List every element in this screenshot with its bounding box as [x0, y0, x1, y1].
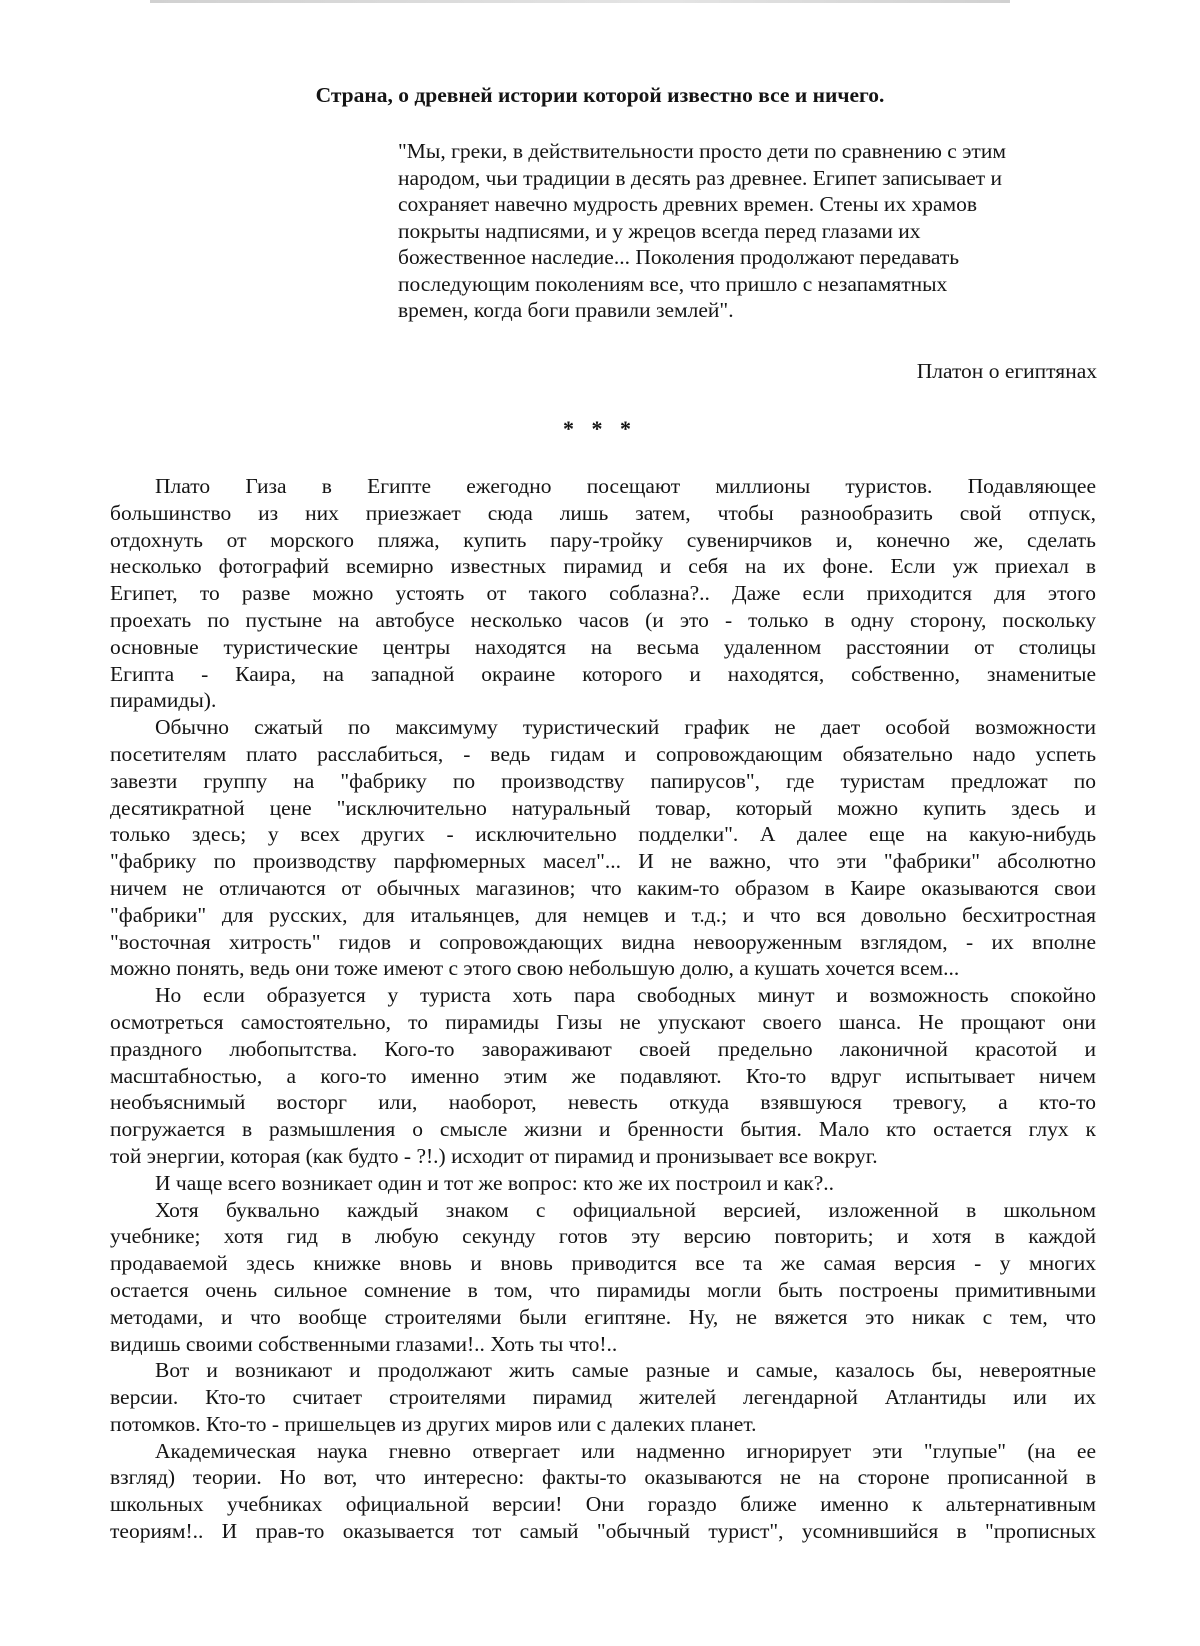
- page-title: Страна, о древней истории которой известно все и ничего.: [110, 82, 1090, 108]
- text-line: Обычно сжатый по максимуму туристический график не дает особой возможности: [110, 714, 1096, 741]
- text-line: пирамиды).: [110, 687, 1096, 714]
- epigraph-line: народом, чьи традиции в десять раз древнее. Египет записывает и: [398, 165, 1098, 192]
- text-line: видишь своими собственными глазами!.. Хоть ты что!..: [110, 1331, 1096, 1358]
- text-line: "фабрику по производству парфюмерных масел"... И не важно, что эти "фабрики" абсолютно: [110, 848, 1096, 875]
- text-line: Плато Гиза в Египте ежегодно посещают миллионы туристов. Подавляющее: [110, 473, 1096, 500]
- text-line: основные туристические центры находятся на весьма удаленном расстоянии от столицы: [110, 634, 1096, 661]
- epigraph-line: божественное наследие... Поколения продолжают передавать: [398, 244, 1098, 271]
- text-line: отдохнуть от морского пляжа, купить пару-тройку сувенирчиков и, конечно же, сделать: [110, 527, 1096, 554]
- text-line: Вот и возникают и продолжают жить самые разные и самые, казалось бы, невероятные: [110, 1357, 1096, 1384]
- text-line: ничем не отличаются от обычных магазинов; что каким-то образом в Каире оказываются свои: [110, 875, 1096, 902]
- epigraph-line: последующим поколениям все, что пришло с незапамятных: [398, 271, 1098, 298]
- paragraph: [110, 1357, 1096, 1437]
- text-line: теориям!.. И прав-то оказывается тот самый "обычный турист", усомнившийся в "прописных: [110, 1518, 1096, 1545]
- text-line: только здесь; у всех других - исключительно подделки". А далее еще на какую-нибудь: [110, 821, 1096, 848]
- text-line: продаваемой здесь книжке вновь и вновь приводится все та же самая версия - у многих: [110, 1250, 1096, 1277]
- top-rule: [150, 0, 1010, 3]
- paragraph: [110, 1438, 1096, 1545]
- text-line: десятикратной цене "исключительно натуральный товар, который можно купить здесь и: [110, 795, 1096, 822]
- text-line: "восточная хитрость" гидов и сопровождающих видна невооруженным взглядом, - их вполне: [110, 929, 1096, 956]
- text-line: масштабностью, а кого-то именно этим же подавляют. Кто-то вдруг испытывает ничем: [110, 1063, 1096, 1090]
- text-line: школьных учебниках официальной версии! Они гораздо ближе именно к альтернативным: [110, 1491, 1096, 1518]
- text-line: учебнике; хотя гид в любую секунду готов эту версию повторить; и хотя в каждой: [110, 1223, 1096, 1250]
- text-line: потомков. Кто-то - пришельцев из других миров или с далеких планет.: [110, 1411, 1096, 1438]
- paragraph: [110, 1197, 1096, 1358]
- paragraph: [110, 714, 1096, 982]
- text-line: погружается в размышления о смысле жизни и бренности бытия. Мало кто остается глух к: [110, 1116, 1096, 1143]
- text-line: Академическая наука гневно отвергает или надменно игнорирует эти "глупые" (на ее: [110, 1438, 1096, 1465]
- text-line: праздного любопытства. Кого-то завораживают своей предельно лаконичной красотой и: [110, 1036, 1096, 1063]
- text-line: Египта - Каира, на западной окраине которого и находятся, собственно, знаменитые: [110, 661, 1096, 688]
- text-line: остается очень сильное сомнение в том, что пирамиды могли быть построены примитивными: [110, 1277, 1096, 1304]
- epigraph-attribution: Платон о египтянах: [917, 358, 1097, 384]
- text-line: Хотя буквально каждый знаком с официальной версией, изложенной в школьном: [110, 1197, 1096, 1224]
- paragraph: [110, 982, 1096, 1170]
- paragraph: [110, 473, 1096, 714]
- epigraph-line: покрыты надписями, и у жрецов всегда перед глазами их: [398, 218, 1098, 245]
- section-separator: * * *: [0, 416, 1200, 442]
- text-line: Но если образуется у туриста хоть пара свободных минут и возможность спокойно: [110, 982, 1096, 1009]
- text-line: завезти группу на "фабрику по производству папирусов", где туристам предложат по: [110, 768, 1096, 795]
- text-line: большинство из них приезжает сюда лишь затем, чтобы разнообразить свой отпуск,: [110, 500, 1096, 527]
- epigraph-line: "Мы, греки, в действительности просто дети по сравнению с этим: [398, 138, 1098, 165]
- text-line: несколько фотографий всемирно известных пирамид и себя на их фоне. Если уж приехал в: [110, 553, 1096, 580]
- body-text: [110, 473, 1096, 1545]
- text-line: взгляд) теории. Но вот, что интересно: факты-то оказываются не на стороне прописанной в: [110, 1464, 1096, 1491]
- text-line: И чаще всего возникает один и тот же вопрос: кто же их построил и как?..: [110, 1170, 1096, 1197]
- text-line: "фабрики" для русских, для итальянцев, для немцев и т.д.; и что вся довольно бесхитростная: [110, 902, 1096, 929]
- text-line: проехать по пустыне на автобусе несколько часов (и это - только в одну сторону, поскольку: [110, 607, 1096, 634]
- text-line: осмотреться самостоятельно, то пирамиды Гизы не упускают своего шанса. Не прощают они: [110, 1009, 1096, 1036]
- paragraph: [110, 1170, 1096, 1197]
- epigraph-line: сохраняет навечно мудрость древних времен. Стены их храмов: [398, 191, 1098, 218]
- text-line: Египет, то разве можно устоять от такого соблазна?.. Даже если приходится для этого: [110, 580, 1096, 607]
- epigraph-quote: [398, 138, 1098, 324]
- text-line: можно понять, ведь они тоже имеют с этого свою небольшую долю, а кушать хочется всем...: [110, 955, 1096, 982]
- text-line: посетителям плато расслабиться, - ведь гидам и сопровождающим обязательно надо успеть: [110, 741, 1096, 768]
- text-line: методами, и что вообще строителями были египтяне. Ну, не вяжется это никак с тем, что: [110, 1304, 1096, 1331]
- text-line: версии. Кто-то считает строителями пирамид жителей легендарной Атлантиды или их: [110, 1384, 1096, 1411]
- text-line: той энергии, которая (как будто - ?!.) исходит от пирамид и пронизывает все вокруг.: [110, 1143, 1096, 1170]
- text-line: необъяснимый восторг или, наоборот, невесть откуда взявшуюся тревогу, а кто-то: [110, 1089, 1096, 1116]
- epigraph-line: времен, когда боги правили землей".: [398, 297, 1098, 324]
